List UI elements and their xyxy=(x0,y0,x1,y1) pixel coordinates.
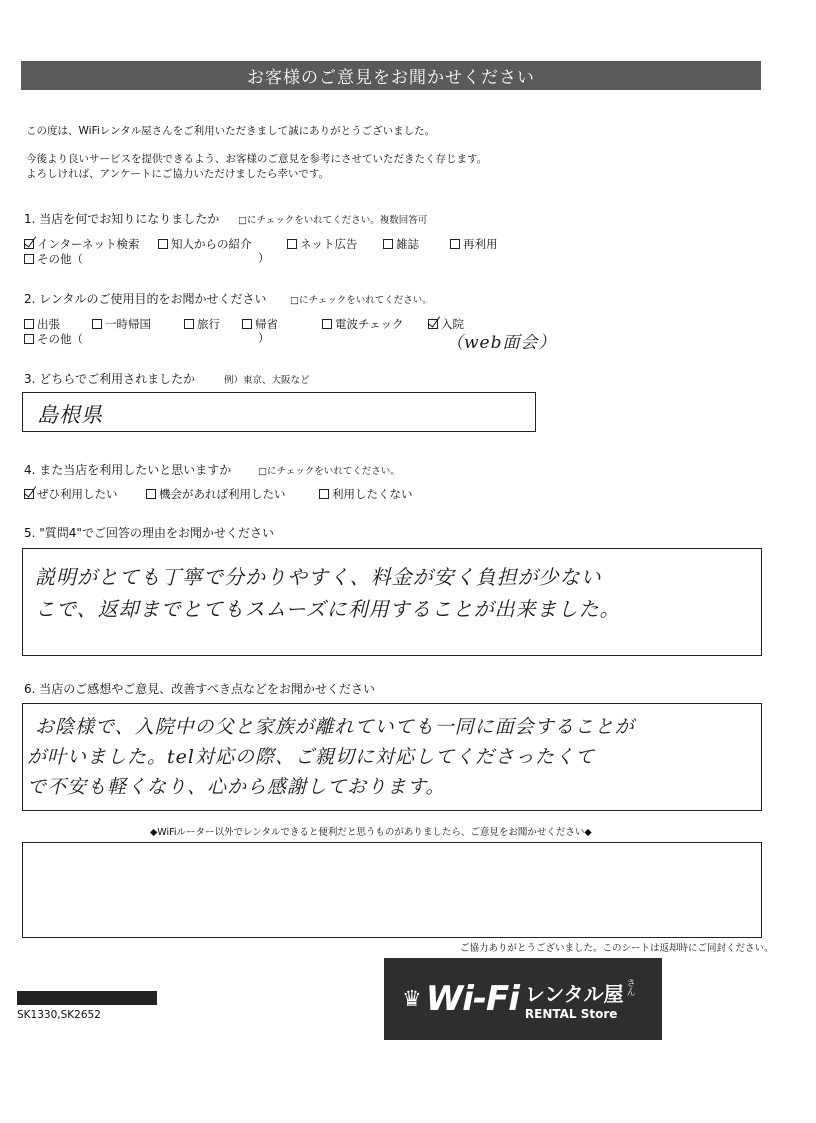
logo-san-text: さん xyxy=(624,977,635,996)
q1-other-close: ） xyxy=(258,251,270,265)
q2-handwritten-note: （web面会） xyxy=(446,333,557,353)
intro-line-2: 今後より良いサービスを提供できるよう、お客様のご意見を参考にさせていただきたく存じます。 xyxy=(26,153,488,165)
crown-icon: ♛ xyxy=(402,986,422,1012)
q5-title: 5. "質問4"でご回答の理由をお聞かせください xyxy=(24,526,274,540)
q2-title: 2. レンタルのご使用目的をお聞かせください xyxy=(24,292,267,306)
q1-option-reuse[interactable]: 再利用 xyxy=(450,236,498,252)
q2-option-travel[interactable]: 旅行 xyxy=(184,316,220,332)
checkbox-checked-icon[interactable] xyxy=(24,489,34,499)
logo-japanese-text: レンタル屋 xyxy=(524,981,624,1006)
q6-answer-box[interactable] xyxy=(22,703,762,811)
logo-wifi-text: Wi-Fi xyxy=(425,979,519,1019)
q5-answer-line-2: こで、返却までとてもスムーズに利用することが出来ました。 xyxy=(35,597,621,621)
q1-note: □にチェックをいれてください。複数回答可 xyxy=(238,215,428,226)
q2-option-hospital[interactable]: 入院 xyxy=(428,316,464,332)
checkbox-icon[interactable] xyxy=(383,239,393,249)
q4-title: 4. また当店を利用したいと思いますか xyxy=(24,463,232,477)
q6-title: 6. 当店のご感想やご意見、改善すべき点などをお聞かせください xyxy=(24,682,376,696)
redacted-barcode xyxy=(17,991,157,1005)
checkbox-icon[interactable] xyxy=(322,319,332,329)
checkbox-icon[interactable] xyxy=(287,239,297,249)
q1-title: 1. 当店を何でお知りになりましたか xyxy=(24,212,220,226)
q7-answer-box[interactable] xyxy=(22,842,762,938)
checkbox-icon[interactable] xyxy=(24,254,34,264)
checkbox-icon[interactable] xyxy=(24,319,34,329)
q2-other-close: ） xyxy=(258,331,270,345)
q4-option-definitely[interactable]: ぜひ利用したい xyxy=(24,486,118,502)
checkbox-icon[interactable] xyxy=(158,239,168,249)
q4-option-if-chance[interactable]: 機会があれば利用したい xyxy=(146,486,286,502)
q1-option-net-ad[interactable]: ネット広告 xyxy=(287,236,358,252)
q2-option-temporary-return[interactable]: 一時帰国 xyxy=(92,316,151,332)
q4-note: □にチェックをいれてください。 xyxy=(258,466,400,477)
q2-option-business[interactable]: 出張 xyxy=(24,316,60,332)
q1-option-magazine[interactable]: 雑誌 xyxy=(383,236,419,252)
intro-line-3: よろしければ、アンケートにご協力いただけましたら幸いです。 xyxy=(26,168,330,180)
q5-answer-line-1: 説明がとても丁寧で分かりやすく、料金が安く負担が少ない xyxy=(35,565,602,589)
footer-thanks: ご協力ありがとうございました。このシートは返却時にご同封ください。 xyxy=(460,943,774,954)
form-header xyxy=(21,61,761,90)
checkbox-checked-icon[interactable] xyxy=(428,319,438,329)
q1-option-other[interactable]: その他（ xyxy=(24,251,83,267)
q5-answer-box[interactable] xyxy=(22,548,762,656)
q2-option-signal-check[interactable]: 電波チェック xyxy=(322,316,404,332)
q6-answer-line-2: が叶いました。tel対応の際、ご親切に対応してくださったくて xyxy=(27,746,595,768)
q7-title: ◆WiFiルーター以外でレンタルできると便利だと思うものがありましたら、ご意見をお聞かせください◆ xyxy=(150,827,592,838)
checkbox-icon[interactable] xyxy=(24,334,34,344)
checkbox-icon[interactable] xyxy=(450,239,460,249)
q3-answer: 島根県 xyxy=(37,403,103,427)
q4-option-no[interactable]: 利用したくない xyxy=(319,486,413,502)
q3-title: 3. どちらでご利用されましたか xyxy=(24,372,196,386)
checkbox-icon[interactable] xyxy=(242,319,252,329)
q2-note: □にチェックをいれてください。 xyxy=(290,295,432,306)
checkbox-icon[interactable] xyxy=(92,319,102,329)
form-title: お客様のご意見をお聞かせください xyxy=(247,68,535,88)
checkbox-icon[interactable] xyxy=(146,489,156,499)
checkbox-checked-icon[interactable] xyxy=(24,239,34,249)
product-code: SK1330,SK2652 xyxy=(17,1009,101,1021)
q1-option-internet[interactable]: インターネット検索 xyxy=(24,236,139,252)
logo-english-text: RENTAL Store xyxy=(524,1006,618,1021)
q6-answer-line-3: で不安も軽くなり、心から感謝しております。 xyxy=(27,776,446,798)
q2-option-homecoming[interactable]: 帰省 xyxy=(242,316,278,332)
q1-option-referral[interactable]: 知人からの紹介 xyxy=(158,236,252,252)
intro-line-1: この度は、WiFiレンタル屋さんをご利用いただきまして誠にありがとうございました。 xyxy=(26,125,436,137)
q6-answer-line-1: お陰様で、入院中の父と家族が離れていても一同に面会することが xyxy=(35,716,635,738)
q3-note: 例）東京、大阪など xyxy=(224,375,310,386)
checkbox-icon[interactable] xyxy=(184,319,194,329)
q2-option-other[interactable]: その他（ xyxy=(24,331,83,347)
q3-answer-box[interactable] xyxy=(22,392,536,432)
checkbox-icon[interactable] xyxy=(319,489,329,499)
wifi-rental-logo xyxy=(384,958,662,1040)
